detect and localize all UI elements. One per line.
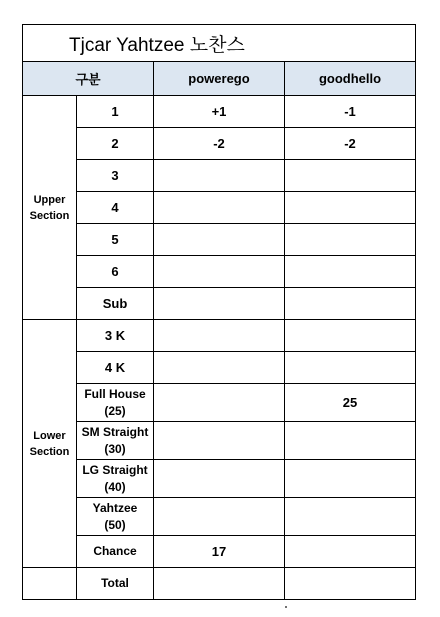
player-header-1: powerego xyxy=(154,62,285,96)
score-cell[interactable] xyxy=(285,160,416,192)
score-cell[interactable] xyxy=(285,498,416,536)
player-header-2: goodhello xyxy=(285,62,416,96)
category-header: 구분 xyxy=(23,62,154,96)
score-cell[interactable]: -1 xyxy=(285,96,416,128)
row-label: 3 K xyxy=(77,320,154,352)
score-cell[interactable] xyxy=(154,422,285,460)
total-score-cell[interactable] xyxy=(285,568,416,600)
scoresheet-table xyxy=(22,24,416,600)
score-cell[interactable] xyxy=(154,352,285,384)
score-cell[interactable]: -2 xyxy=(154,128,285,160)
score-cell[interactable] xyxy=(154,224,285,256)
score-cell[interactable] xyxy=(154,384,285,422)
score-cell[interactable] xyxy=(154,288,285,320)
score-cell[interactable] xyxy=(285,460,416,498)
score-cell[interactable]: 25 xyxy=(285,384,416,422)
row-label: Full House (25) xyxy=(77,384,154,422)
score-cell[interactable]: +1 xyxy=(154,96,285,128)
total-blank-cell xyxy=(23,568,77,600)
sheet-title: Tjcar Yahtzee 노찬스 xyxy=(23,25,416,62)
score-cell[interactable] xyxy=(154,320,285,352)
score-cell[interactable] xyxy=(285,352,416,384)
row-label: 3 xyxy=(77,160,154,192)
total-label: Total xyxy=(77,568,154,600)
score-cell[interactable] xyxy=(154,498,285,536)
score-cell[interactable] xyxy=(154,460,285,498)
total-score-cell[interactable] xyxy=(154,568,285,600)
row-label: Sub xyxy=(77,288,154,320)
score-cell[interactable]: 17 xyxy=(154,536,285,568)
score-cell[interactable] xyxy=(285,422,416,460)
score-cell[interactable] xyxy=(154,192,285,224)
score-cell[interactable] xyxy=(285,536,416,568)
score-cell[interactable] xyxy=(285,192,416,224)
score-cell[interactable] xyxy=(285,256,416,288)
score-cell[interactable] xyxy=(154,160,285,192)
score-cell[interactable] xyxy=(285,288,416,320)
row-label: 4 xyxy=(77,192,154,224)
score-cell[interactable] xyxy=(285,320,416,352)
row-label: 5 xyxy=(77,224,154,256)
stray-mark xyxy=(285,606,287,608)
row-label: Yahtzee (50) xyxy=(77,498,154,536)
row-label: 2 xyxy=(77,128,154,160)
score-cell[interactable] xyxy=(285,224,416,256)
row-label: Chance xyxy=(77,536,154,568)
row-label: 6 xyxy=(77,256,154,288)
row-label: 4 K xyxy=(77,352,154,384)
lower-section-label: Lower Section xyxy=(23,320,77,568)
row-label: LG Straight (40) xyxy=(77,460,154,498)
row-label: 1 xyxy=(77,96,154,128)
score-cell[interactable]: -2 xyxy=(285,128,416,160)
score-cell[interactable] xyxy=(154,256,285,288)
upper-section-label: Upper Section xyxy=(23,96,77,320)
row-label: SM Straight (30) xyxy=(77,422,154,460)
